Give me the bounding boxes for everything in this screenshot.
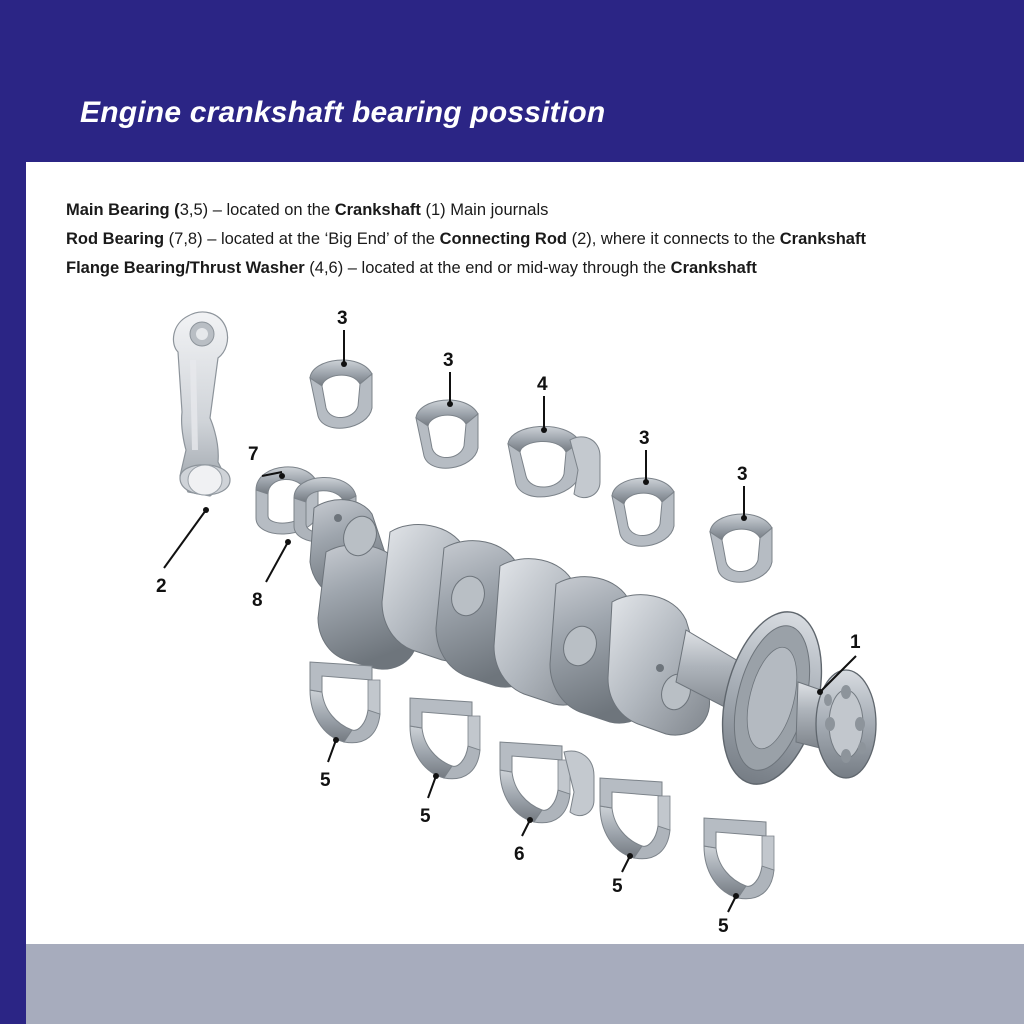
callout-3-b xyxy=(443,350,454,407)
callout-3-c xyxy=(639,428,650,485)
svg-text:5: 5 xyxy=(420,806,431,827)
svg-text:3: 3 xyxy=(337,308,348,329)
description-block xyxy=(66,196,996,283)
part-main-bearing-upper-4 xyxy=(710,514,772,582)
part-thrust-washer-lower xyxy=(500,742,594,823)
svg-text:1: 1 xyxy=(850,632,861,653)
description-segment: (4,6) – located at the end or mid-way through the xyxy=(304,259,671,277)
part-flange-bearing-upper xyxy=(508,426,600,497)
part-crankshaft xyxy=(310,500,876,795)
callout-4 xyxy=(537,374,548,433)
part-main-bearing-lower-3 xyxy=(600,778,670,859)
svg-text:6: 6 xyxy=(514,844,525,865)
svg-text:7: 7 xyxy=(248,444,259,465)
description-segment: Flange Bearing/Thrust Washer xyxy=(66,259,305,277)
callout-3-d xyxy=(737,464,748,521)
callout-8 xyxy=(252,539,291,611)
callout-5-d xyxy=(718,893,739,937)
svg-text:8: 8 xyxy=(252,590,263,611)
part-main-bearing-upper-2 xyxy=(416,400,478,468)
description-segment: Connecting Rod xyxy=(439,230,567,248)
description-segment: 3,5) – located on the xyxy=(179,201,335,219)
description-line-rod-bearing xyxy=(66,225,996,254)
part-connecting-rod xyxy=(173,312,230,496)
svg-text:3: 3 xyxy=(737,464,748,485)
callout-5-b xyxy=(420,773,439,827)
description-segment: (7,8) – located at the ‘Big End’ of the xyxy=(164,230,440,248)
part-rod-bearing-upper xyxy=(256,467,318,534)
svg-text:5: 5 xyxy=(718,916,729,937)
description-segment: Rod Bearing xyxy=(66,230,165,248)
callout-5-c xyxy=(612,853,633,897)
svg-text:3: 3 xyxy=(639,428,650,449)
header-band xyxy=(26,0,1024,162)
svg-text:4: 4 xyxy=(537,374,548,395)
description-segment: Crankshaft xyxy=(670,259,757,277)
description-segment: (2), where it connects to the xyxy=(566,230,780,248)
part-main-bearing-upper-3 xyxy=(612,478,674,546)
svg-text:2: 2 xyxy=(156,576,167,597)
part-main-bearing-upper-1 xyxy=(310,360,372,428)
svg-text:5: 5 xyxy=(320,770,331,791)
callout-5-a xyxy=(320,737,339,791)
callout-3-a xyxy=(337,308,348,367)
footer-band xyxy=(0,944,1024,1024)
svg-text:3: 3 xyxy=(443,350,454,371)
callout-2 xyxy=(156,507,209,597)
crankshaft-diagram xyxy=(60,300,1000,940)
svg-text:5: 5 xyxy=(612,876,623,897)
page-title: Engine crankshaft bearing possition xyxy=(80,96,606,129)
description-segment: Main Bearing ( xyxy=(66,201,180,219)
left-accent-stripe xyxy=(0,0,26,1024)
description-line-main-bearing xyxy=(66,196,996,225)
description-segment: (1) Main journals xyxy=(420,201,549,219)
description-line-flange-bearing xyxy=(66,254,996,283)
description-segment: Crankshaft xyxy=(779,230,866,248)
callout-6 xyxy=(514,817,533,865)
part-main-bearing-lower-2 xyxy=(410,698,480,779)
part-main-bearing-lower-1 xyxy=(310,662,380,743)
part-main-bearing-lower-4 xyxy=(704,818,774,899)
description-segment: Crankshaft xyxy=(334,201,421,219)
footer-left-accent xyxy=(0,944,26,1024)
